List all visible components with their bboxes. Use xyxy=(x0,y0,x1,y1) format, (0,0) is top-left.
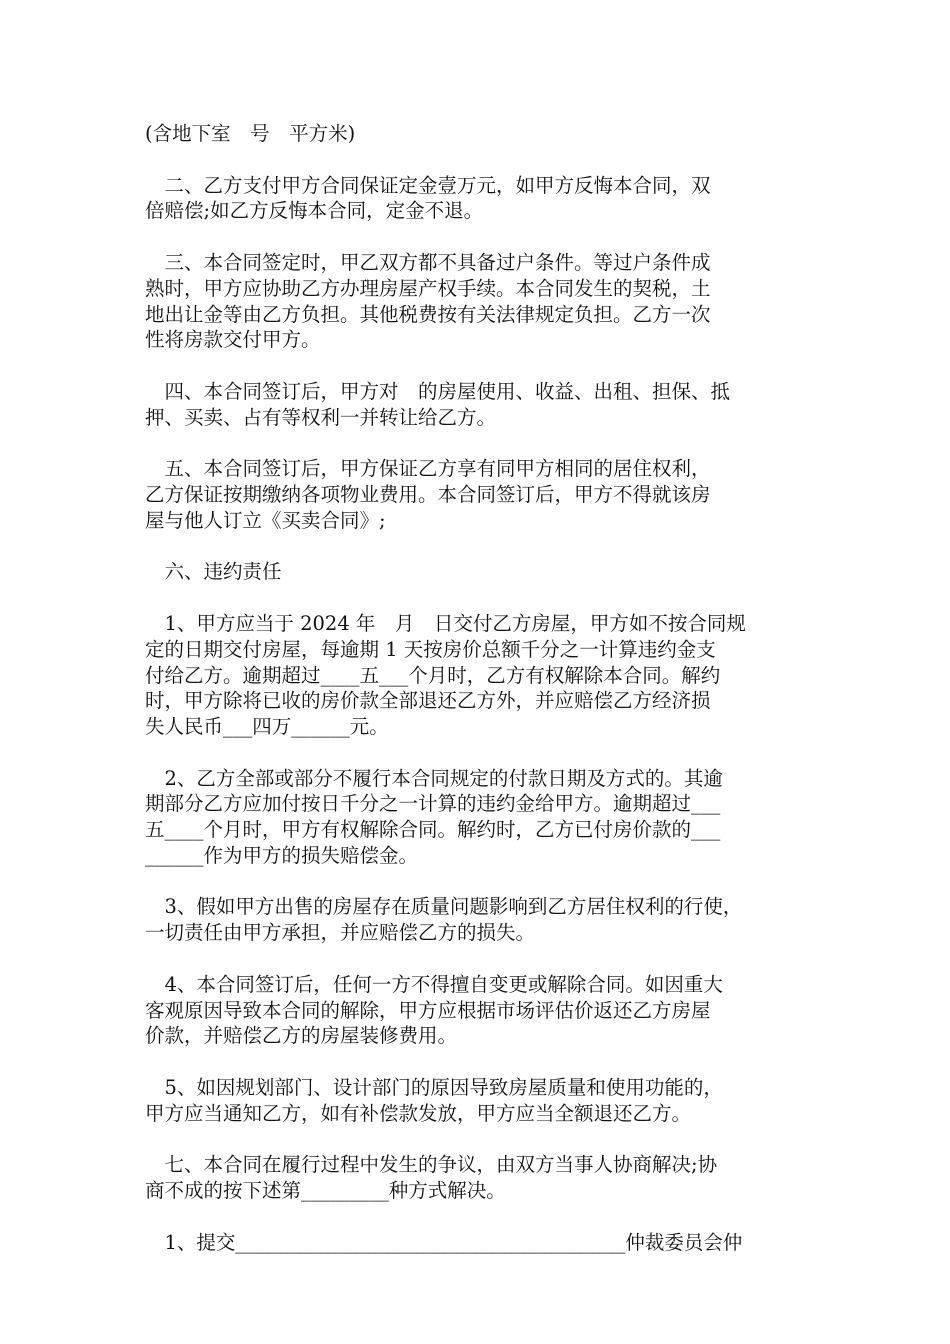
paragraph-line: 押、买卖、占有等权利一并转让给乙方。 xyxy=(145,405,497,429)
contract-paragraph xyxy=(145,1075,810,1126)
paragraph-line: 失人民币___四万______元。 xyxy=(145,714,389,738)
paragraph-line: 地出让金等由乙方负担。其他税费按有关法律规定负担。乙方一次 xyxy=(145,302,711,326)
paragraph-line: (含地下室 号 平方米) xyxy=(145,122,356,145)
paragraph-line: 倍赔偿;如乙方反悔本合同，定金不退。 xyxy=(145,199,484,223)
paragraph-line: 时，甲方除将已收的房价款全部退还乙方外，并应赔偿乙方经济损 xyxy=(145,689,711,713)
paragraph-line: 期部分乙方应加付按日千分之一计算的违约金给甲方。逾期超过___ xyxy=(145,792,721,816)
contract-paragraph xyxy=(145,456,810,533)
contract-paragraph xyxy=(145,766,810,869)
paragraph-line: 甲方应当通知乙方，如有补偿款发放，甲方应当全额退还乙方。 xyxy=(145,1101,692,1125)
paragraph-line: 4、本合同签订后，任何一方不得擅自变更或解除合同。如因重大 xyxy=(145,972,723,996)
paragraph-line: 5、如因规划部门、设计部门的原因导致房屋质量和使用功能的， xyxy=(145,1075,723,1099)
paragraph-line: 定的日期交付房屋，每逾期 1 天按房价总额千分之一计算违约金支 xyxy=(145,637,716,661)
paragraph-line: 客观原因导致本合同的解除，甲方应根据市场评估价返还乙方房屋 xyxy=(145,998,711,1022)
paragraph-line: 六、违约责任 xyxy=(145,560,282,584)
paragraph-line: 2、乙方全部或部分不履行本合同规定的付款日期及方式的。其逾 xyxy=(145,766,723,790)
contract-paragraph xyxy=(145,250,810,353)
paragraph-line: 3、假如甲方出售的房屋存在质量问题影响到乙方居住权利的行使， xyxy=(145,895,743,919)
contract-paragraph xyxy=(145,1230,810,1256)
paragraph-line: 1、提交________________________________________仲裁委员会仲 xyxy=(145,1230,743,1254)
paragraph-line: 付给乙方。逾期超过____五___个月时，乙方有权解除本合同。解约 xyxy=(145,663,721,687)
contract-paragraph xyxy=(145,1152,810,1203)
paragraph-line: 商不成的按下述第_________种方式解决。 xyxy=(145,1179,506,1203)
contract-paragraph xyxy=(145,611,810,740)
document-page xyxy=(145,121,810,1282)
document-body xyxy=(145,121,810,1256)
contract-paragraph xyxy=(145,972,810,1049)
paragraph-line: 三、本合同签定时，甲乙双方都不具备过户条件。等过户条件成 xyxy=(145,251,711,275)
paragraph-line: 乙方保证按期缴纳各项物业费用。本合同签订后，甲方不得就该房 xyxy=(145,483,711,507)
paragraph-line: 五、本合同签订后，甲方保证乙方享有同甲方相同的居住权利， xyxy=(145,457,711,481)
paragraph-line: 四、本合同签订后，甲方对 的房屋使用、收益、出租、担保、抵 xyxy=(145,379,731,403)
paragraph-line: 性将房款交付甲方。 xyxy=(145,328,321,352)
contract-paragraph xyxy=(145,173,810,224)
contract-paragraph xyxy=(145,894,810,945)
paragraph-line: 价款，并赔偿乙方的房屋装修费用。 xyxy=(145,1024,458,1048)
paragraph-line: ______作为甲方的损失赔偿金。 xyxy=(145,843,419,867)
paragraph-line: 二、乙方支付甲方合同保证定金壹万元，如甲方反悔本合同，双 xyxy=(145,173,711,197)
contract-paragraph xyxy=(145,379,810,430)
paragraph-line: 熟时，甲方应协助乙方办理房屋产权手续。本合同发生的契税，土 xyxy=(145,276,711,300)
paragraph-line: 五____个月时，甲方有权解除合同。解约时，乙方已付房价款的___ xyxy=(145,818,721,842)
contract-paragraph xyxy=(145,559,810,585)
paragraph-line: 七、本合同在履行过程中发生的争议，由双方当事人协商解决;协 xyxy=(145,1153,718,1177)
paragraph-line: 1、甲方应当于 2024 年 月 日交付乙方房屋，甲方如不按合同规 xyxy=(145,612,746,636)
paragraph-line: 屋与他人订立《买卖合同》; xyxy=(145,508,386,532)
paragraph-line: 一切责任由甲方承担，并应赔偿乙方的损失。 xyxy=(145,921,536,945)
contract-paragraph xyxy=(145,121,810,147)
